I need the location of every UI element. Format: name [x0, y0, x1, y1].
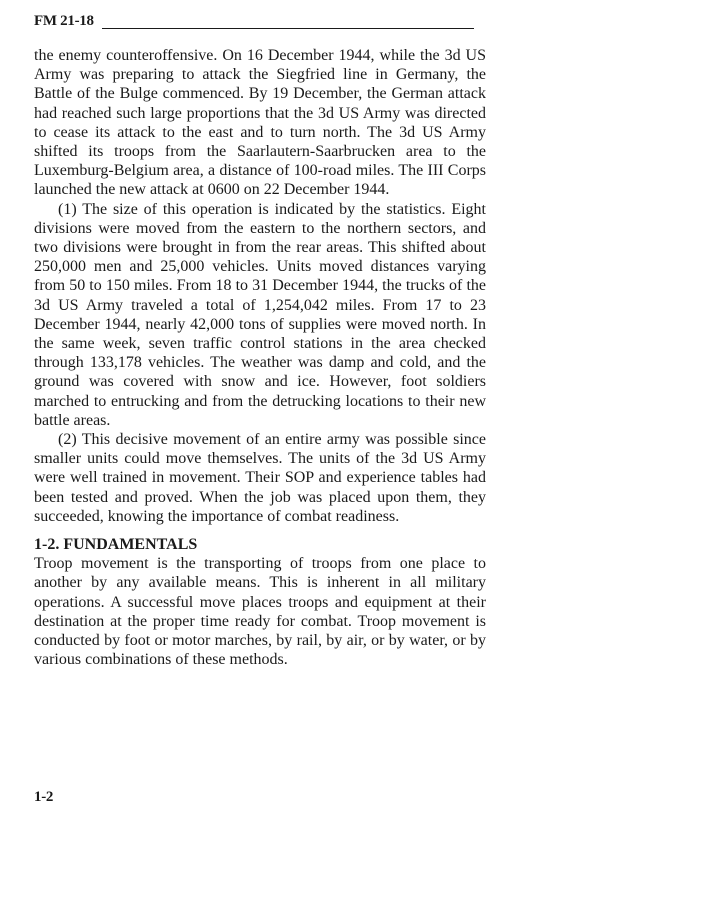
header-rule	[102, 28, 474, 29]
manual-id: FM 21-18	[34, 13, 94, 29]
section-paragraph: Troop movement is the transporting of troops from one place to another by any available means. This is inherent in all military operations. A successful move places troops and equipment at their destination at the proper time ready for combat. Troop movement is conducted by foot or motor marches, by rail, by air, or by water, or by various combinations of these methods.	[34, 555, 486, 669]
running-header	[34, 9, 474, 33]
page-number: 1-2	[34, 789, 54, 805]
paragraph-2: (2) This decisive movement of an entire army was possible since smaller units could move themselves. The units of the 3d US Army were well trained in movement. Their SOP and experience tables had been tested and proved. When the job was placed upon them, they succeeded, knowing the importance of combat readiness.	[34, 431, 486, 525]
paragraph-intro: the enemy counteroffensive. On 16 December 1944, while the 3d US Army was preparing to attack the Siegfried line in Germany, the Battle of the Bulge commenced. By 19 December, the German attack had reached such large proportions that the 3d US Army was directed to cease its attack to the east and to turn north. The 3d US Army shifted its troops from the Saarlautern-Saarbrucken area to the Luxemburg-Belgium area, a distance of 100-road miles. The III Corps launched the new attack at 0600 on 22 December 1944.	[34, 47, 486, 199]
paragraph-1: (1) The size of this operation is indicated by the statistics. Eight divisions were moved from the eastern to the northern sectors, and two divisions were brought in from the rear areas. This shifted about 250,000 men and 25,000 vehicles. Units moved distances varying from 50 to 150 miles. From 18 to 31 December 1944, the trucks of the 3d US Army traveled a total of 1,254,042 miles. From 17 to 23 December 1944, nearly 42,000 tons of supplies were moved north. In the same week, seven traffic control stations in the area checked through 133,178 vehicles. The weather was damp and cold, and the ground was covered with snow and ice. However, foot soldiers marched to entrucking and from the detrucking locations to their new battle areas.	[34, 200, 486, 429]
page-body	[34, 46, 486, 670]
section-heading: 1-2. FUNDAMENTALS	[34, 536, 198, 554]
